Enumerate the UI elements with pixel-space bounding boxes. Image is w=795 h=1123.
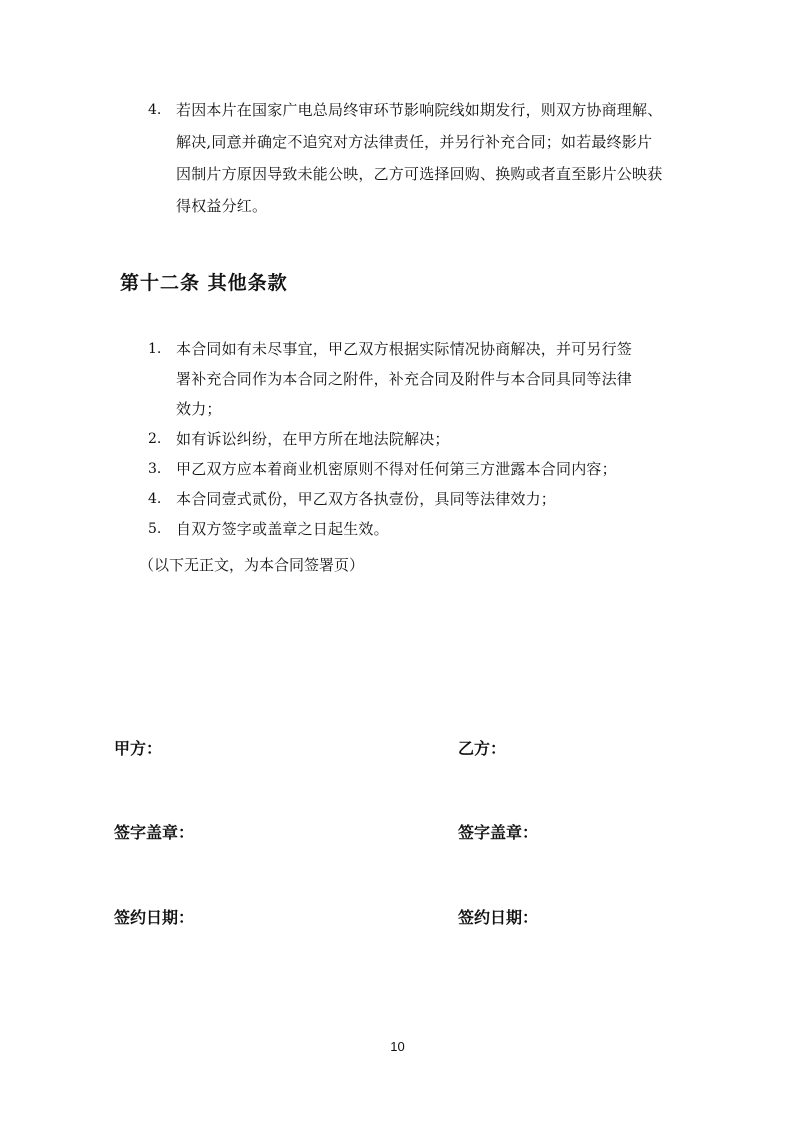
other-terms-list (148, 334, 708, 544)
party-b-date-label: 签约日期： (458, 908, 539, 927)
list-item-number: 4. (148, 491, 162, 507)
party-a-date-label: 签约日期： (114, 908, 195, 927)
party-b-label: 乙方： (458, 739, 507, 758)
party-b-seal-label: 签字盖章： (458, 823, 539, 842)
page-number: 10 (390, 1039, 405, 1054)
list-item (148, 424, 708, 454)
section-title: 第十二条 其他条款 (120, 272, 288, 294)
list-item (148, 454, 708, 484)
closing-note: （以下无正文，为本合同签署页） (139, 556, 365, 574)
list-item-line: 效力； (176, 400, 222, 418)
list-item-number: 5. (148, 521, 162, 537)
list-item (148, 514, 708, 544)
list-item-line: 本合同壹式贰份，甲乙双方各执壹份，具同等法律效力； (176, 490, 557, 508)
list-item-line: 自双方签字或盖章之日起生效。 (176, 520, 389, 538)
clause-item-4 (148, 94, 708, 222)
party-a-seal-label: 签字盖章： (114, 823, 195, 842)
list-item-number: 3. (148, 461, 162, 477)
list-item-line: 如有诉讼纠纷，在甲方所在地法院解决； (176, 430, 450, 448)
list-item-line: 甲乙双方应本着商业机密原则不得对任何第三方泄露本合同内容； (176, 460, 617, 478)
party-a-label: 甲方： (114, 739, 163, 758)
list-item (148, 334, 708, 424)
clause-item-line: 得权益分红。 (176, 197, 268, 215)
clause-item-line: 解决,同意并确定不追究对方法律责任，并另行补充合同；如若最终影片 (176, 133, 653, 151)
list-item-line: 署补充合同作为本合同之附件，补充合同及附件与本合同具同等法律 (176, 370, 633, 388)
clause-item-number: 4. (148, 102, 162, 118)
list-item (148, 484, 708, 514)
list-item-number: 1. (148, 341, 162, 357)
list-item-number: 2. (148, 431, 162, 447)
clause-item-line: 若因本片在国家广电总局终审环节影响院线如期发行，则双方协商理解、 (176, 101, 663, 119)
list-item-line: 本合同如有未尽事宜，甲乙双方根据实际情况协商解决，并可另行签 (176, 340, 633, 358)
clause-item-line: 因制片方原因导致未能公映，乙方可选择回购、换购或者直至影片公映获 (176, 165, 663, 183)
